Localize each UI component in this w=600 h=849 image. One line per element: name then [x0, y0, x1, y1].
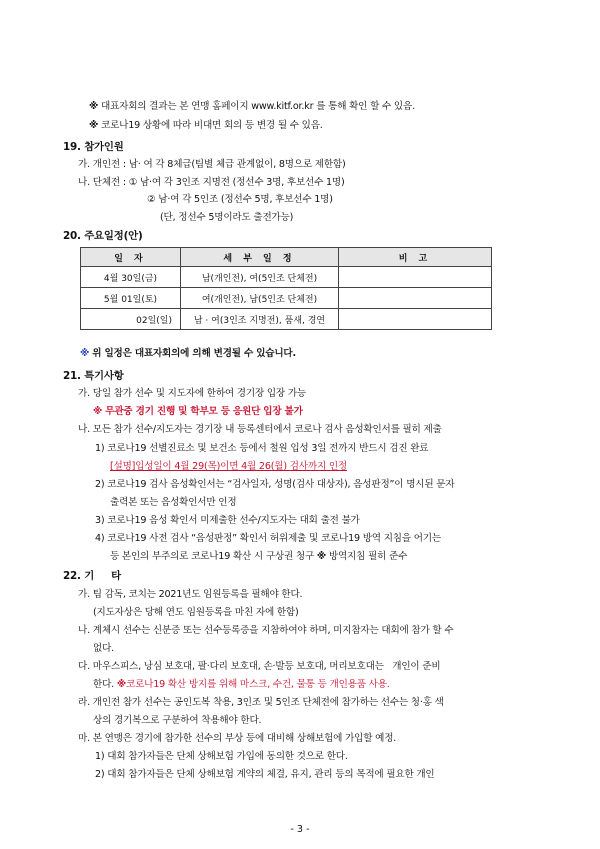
- sec22-ga-1: 가. 팀 감독, 코치는 2021년도 임원등록을 필해야 한다.: [78, 589, 303, 600]
- schedule-header-row: [81, 248, 492, 267]
- sec21-item-1: 1) 코로나19 선별진료소 및 보건소 등에서 철원 입성 3일 전까지 반드시 검진 완료: [95, 443, 429, 454]
- section-22-title: 22. 기 타: [63, 570, 121, 582]
- sec19-team-3: (단, 정선수 5명이라도 출전가능): [160, 212, 294, 223]
- sec19-team-2: ② 남·여 각 5인조 (정선수 5명, 후보선수 1명): [147, 194, 333, 205]
- row-date: 02일(일): [81, 309, 181, 330]
- sec22-ma: 마. 본 연맹은 경기에 참가한 선수의 부상 등에 대비해 상해보험에 가입할 예정.: [78, 733, 397, 744]
- header-detail: 세 부 일 정: [181, 248, 339, 267]
- page-number: - 3 -: [290, 824, 310, 835]
- sec21-item-3: 3) 코로나19 음성 확인서 미제출한 선수/지도자는 대회 출전 불가: [95, 515, 360, 526]
- row-detail: 남 · 여(3인조 지명전), 품새, 경연: [181, 309, 339, 330]
- note-homepage: ※ 대표자회의 결과는 본 연맹 홈페이지 www.kitf.or.kr 를 통해 확인 할 수 있음.: [89, 101, 415, 112]
- sec21-no-spectators: ※ 무관중 경기 진행 및 학부모 등 응원단 입장 불가: [93, 406, 303, 417]
- table-row: [81, 288, 492, 309]
- sec21-item-4b: 등 본인의 부주의로 코로나19 확산 시 구상권 청구 ※ 방역지침 필히 준수: [110, 551, 408, 562]
- row-note: [339, 267, 492, 288]
- sec22-ga-2: (지도자상은 당해 연도 임원등록을 마친 자에 한함): [93, 607, 299, 618]
- section-19-title: 19. 참가인원: [63, 141, 124, 153]
- row-detail: 여(개인전), 남(5인조 단체전): [181, 288, 339, 309]
- sec21-entry: 가. 당일 참가 선수 및 지도자에 한하여 경기장 입장 가능: [78, 388, 306, 399]
- sec21-item-2a: 2) 코로나19 검사 음성확인서는 “검사일자, 성명(검사 대상자), 음성판정”이 명시된 문자: [95, 479, 455, 490]
- sec22-ra-1: 라. 개인전 참가 선수는 공인도복 착용, 3인조 및 5인조 단체전에 참가하는 선수는 청·홍 색: [78, 697, 444, 708]
- header-note: 비 고: [339, 248, 492, 267]
- sec19-team-1: 나. 단체전 : ① 남·여 각 3인조 지명전 (정선수 3명, 후보선수 1명): [78, 177, 345, 188]
- header-date: 일 자: [81, 248, 181, 267]
- note-covid-meeting: ※ 코로나19 상황에 따라 비대면 회의 등 변경 될 수 있음.: [89, 120, 323, 131]
- sec22-ma-1: 1) 대회 참가자들은 단체 상해보험 가입에 동의한 것으로 한다.: [95, 751, 348, 762]
- sec19-individual: 가. 개인전 : 남· 여 각 8체급(팀별 체급 관계없이, 8명으로 제한함): [78, 159, 346, 170]
- sec22-na-2: 없다.: [93, 643, 114, 654]
- sec21-item-2b: 출력본 또는 음성확인서만 인정: [110, 497, 237, 508]
- sec22-da-2: 한다. ※코로나19 확산 방지를 위해 마스크, 수건, 물통 등 개인용품 사용.: [93, 679, 390, 690]
- row-detail: 남(개인전), 여(5인조 단체전): [181, 267, 339, 288]
- row-date: 4월 30일(금): [81, 267, 181, 288]
- sec21-covid-test: 나. 모든 참가 선수/지도자는 경기장 내 등록센터에서 코로나 검사 음성확인서를 필히 제출: [78, 424, 442, 435]
- schedule-note: ※ 위 일정은 대표자회의에 의해 변경될 수 있습니다.: [80, 348, 296, 359]
- sec21-item-1-explain: [설명]입성일이 4월 29(목)이면 4월 26(월) 검사까지 인정: [110, 461, 347, 472]
- section-21-title: 21. 특기사항: [63, 370, 124, 382]
- section-20-title: 20. 주요일정(안): [63, 230, 143, 242]
- sec22-ra-2: 상의 경기복으로 구분하여 착용해야 한다.: [93, 715, 262, 726]
- sec22-ma-2: 2) 대회 참가자들은 단체 상해보험 계약의 체결, 유지, 관리 등의 목적에 필요한 개인: [95, 769, 435, 780]
- row-note: [339, 288, 492, 309]
- sec22-na-1: 나. 계체시 선수는 신분증 또는 선수등록증을 지참하여야 하며, 미지참자는 대회에 참가 할 수: [78, 625, 454, 636]
- row-date: 5월 01일(토): [81, 288, 181, 309]
- schedule-table: [80, 247, 492, 330]
- sec22-da-1: 다. 마우스피스, 낭심 보호대, 팔·다리 보호대, 손·발등 보호대, 머리보호대는 개인이 준비: [78, 661, 441, 672]
- row-note: [339, 309, 492, 330]
- table-row: [81, 309, 492, 330]
- sec21-item-4a: 4) 코로나19 사전 검사 “음성판정” 확인서 허위제출 및 코로나19 방역 지침을 어기는: [95, 533, 441, 544]
- table-row: [81, 267, 492, 288]
